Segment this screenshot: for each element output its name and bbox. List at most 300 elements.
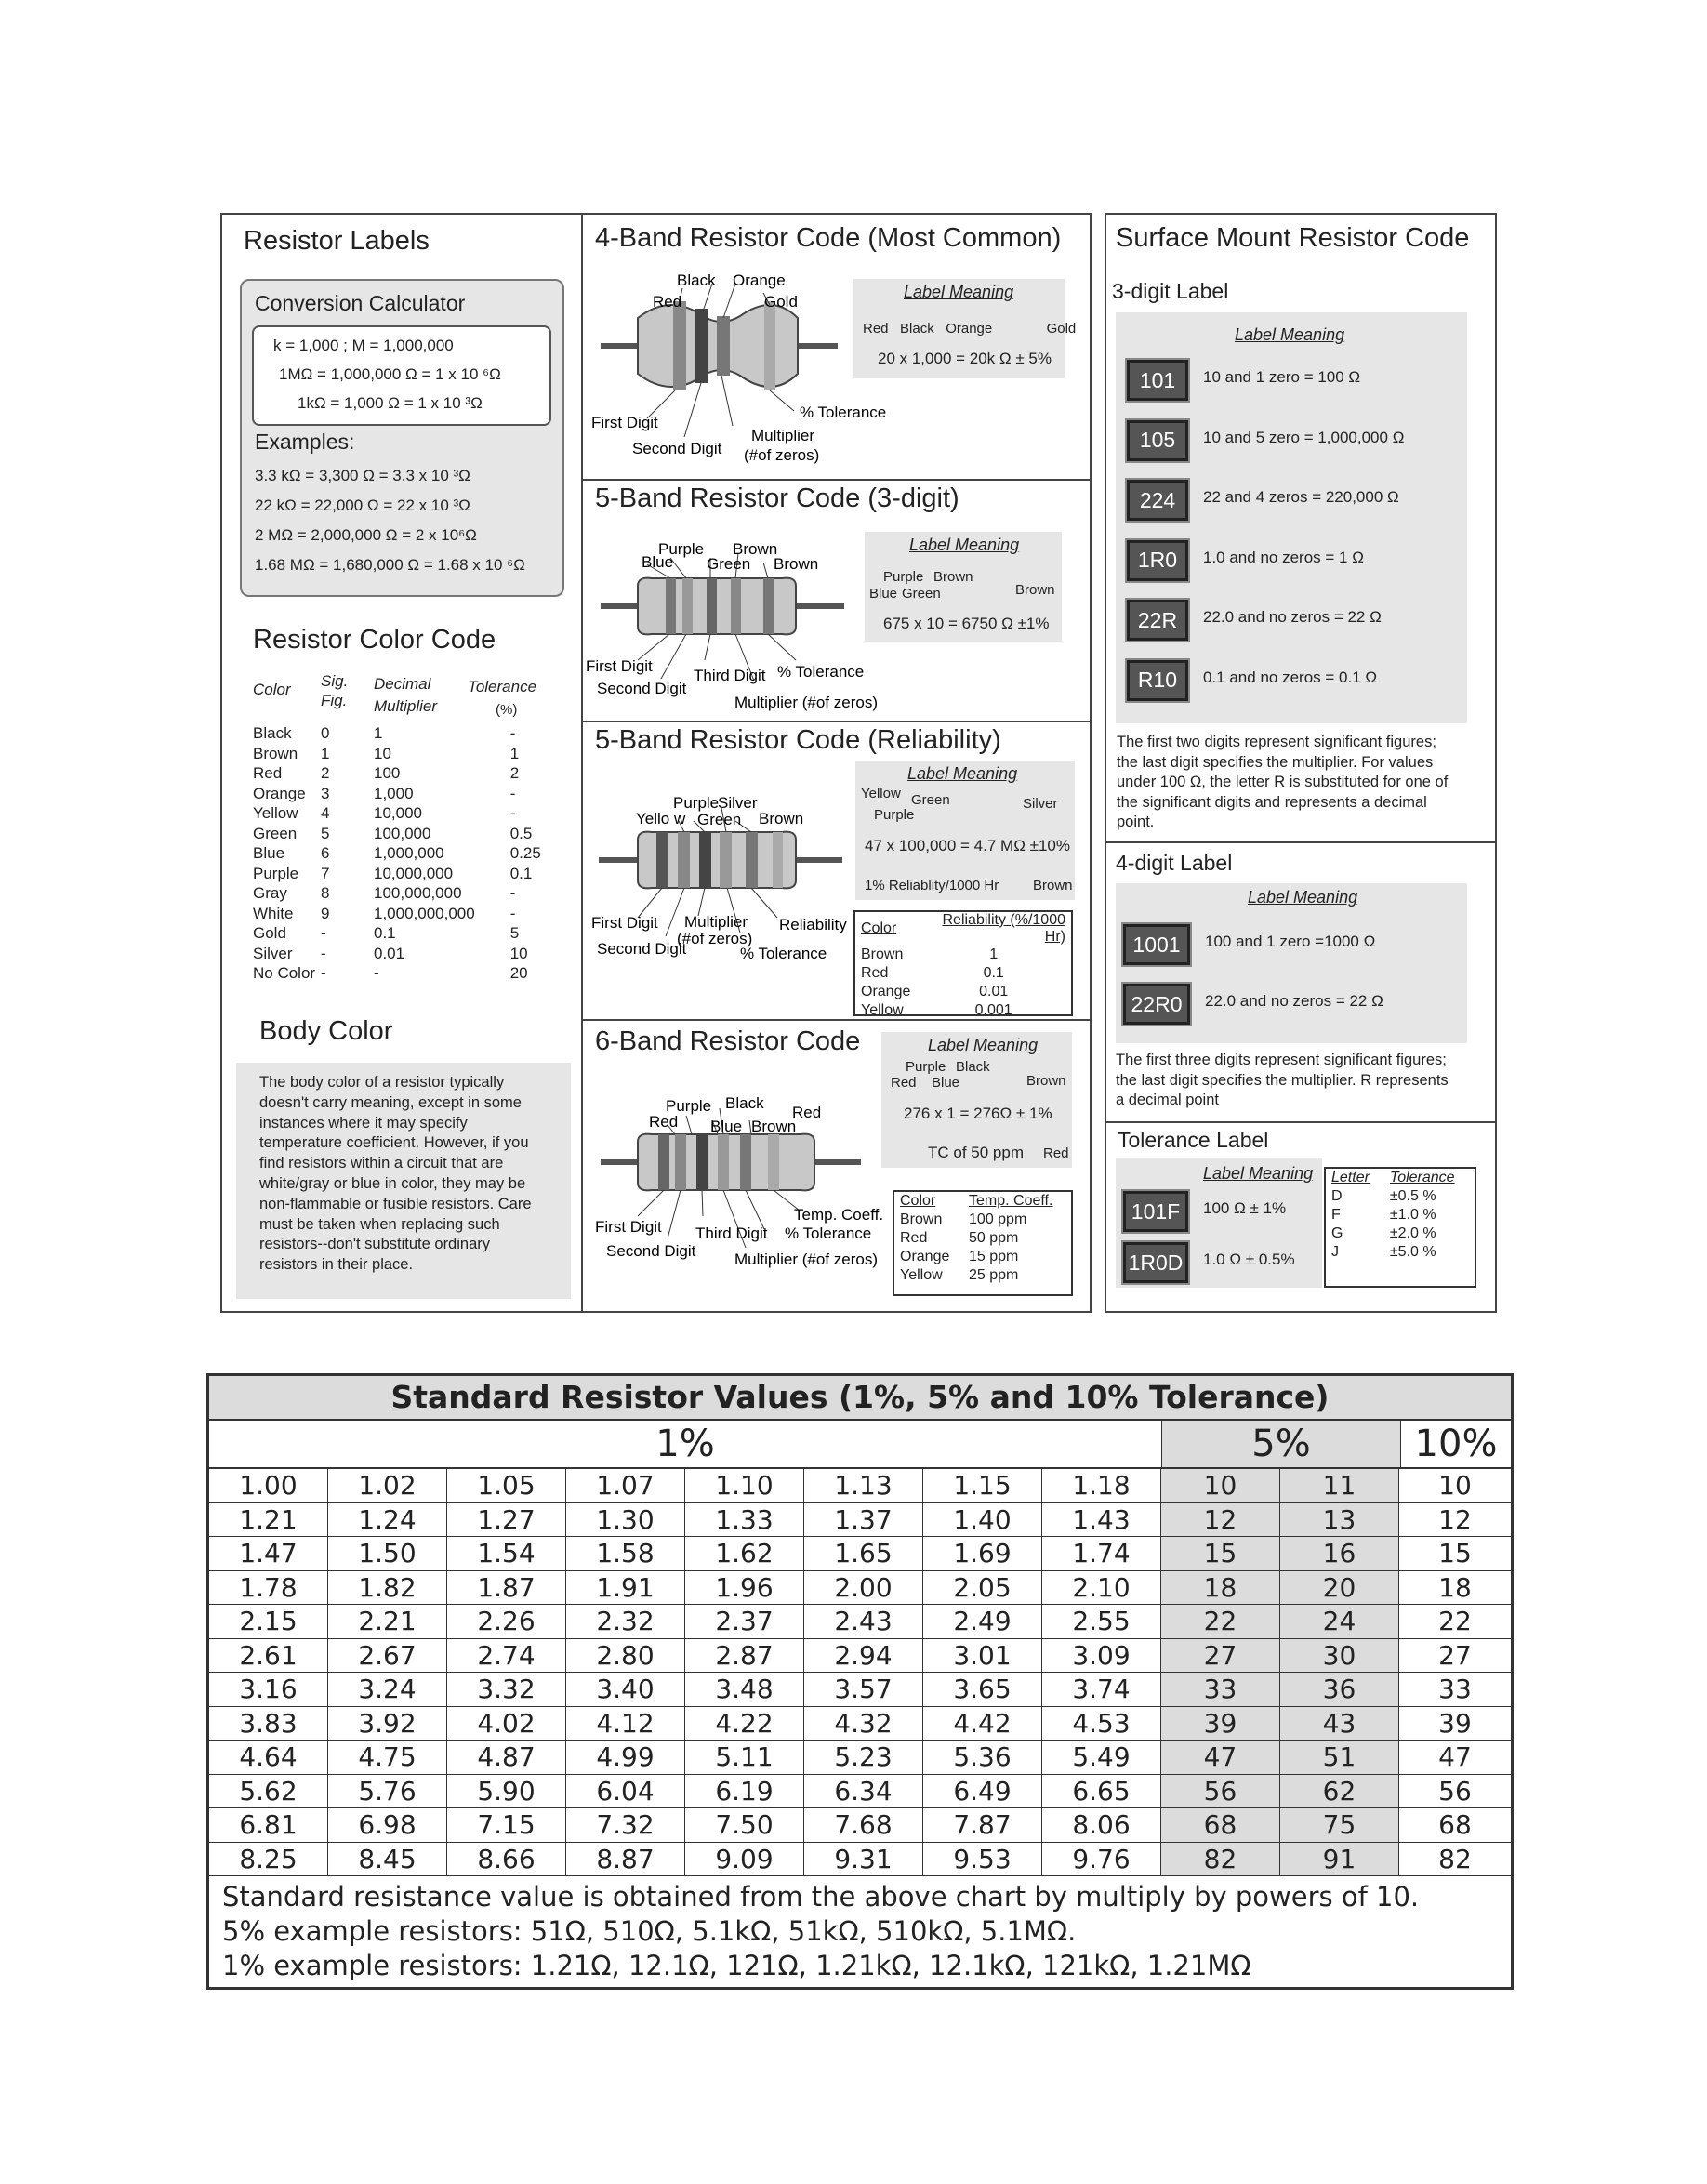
table-cell: Red [861, 965, 889, 981]
band6-first-label: First Digit [595, 1218, 662, 1236]
tol-header-tol: Tolerance [1389, 1170, 1455, 1185]
table-cell: 25 ppm [969, 1267, 1019, 1283]
band5r-title: 5-Band Resistor Code (Reliability) [595, 725, 1001, 755]
band5-first-label: First Digit [586, 657, 653, 675]
band6-blue-label: Blue [710, 1118, 743, 1135]
band5r-silver-label: Silver [718, 794, 758, 812]
standard-value-cell: 1.30 [566, 1503, 685, 1538]
standard-value-cell: 2.87 [685, 1639, 804, 1674]
smd-meaning: 22 and 4 zeros = 220,000 Ω [1203, 488, 1399, 506]
standard-value-cell: 2.94 [804, 1639, 923, 1674]
calc-line: 1kΩ = 1,000 Ω = 1 x 10 ³Ω [298, 394, 483, 412]
table-cell: ±0.5 % [1389, 1188, 1436, 1204]
table-cell: Red [900, 1230, 928, 1246]
smd-meaning: 1.0 Ω ± 0.5% [1203, 1251, 1295, 1268]
band5-blue-label: Blue [642, 553, 674, 571]
band6-tolerance-label: % Tolerance [785, 1224, 872, 1242]
standard-values-table [206, 1373, 1514, 1990]
smd-three-title: 3-digit Label [1112, 279, 1229, 303]
standard-value-cell: 1.40 [923, 1503, 1042, 1538]
band5-brown2-label: Brown [774, 555, 819, 573]
cc-header-tol: Tolerance [468, 678, 537, 695]
band5-third-label: Third Digit [694, 667, 766, 684]
head-1pct: 1% [209, 1421, 1162, 1467]
standard-value-cell: 43 [1280, 1707, 1399, 1741]
smd-chip-22r0: 22R0 [1123, 984, 1190, 1025]
standard-value-cell: 68 [1161, 1808, 1280, 1843]
color-code-title: Resistor Color Code [253, 625, 496, 655]
table-row [1326, 1206, 1475, 1224]
tol-header-letter: Letter [1331, 1170, 1370, 1185]
band5-meaning-brown: Brown [933, 569, 973, 585]
standard-value-cell: 7.87 [923, 1808, 1042, 1843]
standard-value-cell: 24 [1280, 1605, 1399, 1639]
band5-meaning-blue: Blue [869, 586, 898, 602]
standard-value-cell: 2.15 [209, 1605, 328, 1639]
color-code-cell: Red [253, 764, 283, 782]
color-code-cell: 20 [509, 964, 528, 982]
smd-tol-meaning-title: Label Meaning [1203, 1164, 1314, 1183]
color-code-row [253, 785, 548, 805]
color-code-row [253, 945, 548, 965]
smd-chip-22r: 22R [1127, 600, 1188, 641]
standard-value-cell: 1.05 [447, 1469, 566, 1503]
examples-title: Examples: [255, 430, 355, 454]
band6-meaning-purple: Purple [906, 1059, 946, 1075]
standard-value-cell: 3.65 [923, 1673, 1042, 1707]
color-code-cell: - [374, 964, 379, 982]
band5r-reliability-label: Reliability [779, 916, 847, 933]
standard-value-cell: 2.74 [447, 1639, 566, 1674]
standard-value-cell: 1.33 [685, 1503, 804, 1538]
color-code-row [253, 764, 548, 785]
band5-title: 5-Band Resistor Code (3-digit) [595, 483, 959, 513]
smd-tol-title: Tolerance Label [1118, 1128, 1269, 1152]
band5r-second-label: Second Digit [597, 940, 687, 958]
standard-value-cell: 5.11 [685, 1741, 804, 1775]
standard-value-cell: 1.78 [209, 1571, 328, 1606]
standard-value-cell: 18 [1161, 1571, 1280, 1606]
band4-meaning-bands: Red Black Orange Gold [863, 321, 1077, 337]
standard-value-cell: 5.23 [804, 1741, 923, 1775]
table-cell: Orange [861, 984, 911, 999]
standard-value-cell: 6.19 [685, 1775, 804, 1809]
color-code-cell: Orange [253, 784, 306, 802]
color-code-row [253, 745, 548, 765]
standard-value-cell: 9.76 [1042, 1843, 1161, 1877]
standard-value-cell: 2.10 [1042, 1571, 1161, 1606]
body-color-text: The body color of a resistor typically doesn't carry meaning, except in some instances where it may specify temperature coefficient. However, if you find resistors within a circuit that are white/gray or blue in color, they may be non-flammable or fusible resistors. Care must be taken when replacing such resistors--don't substitute ordinary resistors in their place. [259, 1074, 532, 1274]
band5r-meaning-formula: 47 x 100,000 = 4.7 MΩ ±10% [865, 837, 1070, 854]
standard-value-cell: 1.02 [328, 1469, 447, 1503]
table-row [855, 964, 1071, 983]
standard-value-cell: 4.87 [447, 1741, 566, 1775]
tempcoeff-table [893, 1190, 1073, 1296]
color-code-row [253, 844, 548, 865]
color-code-cell: - [321, 944, 326, 962]
standard-value-cell: 82 [1161, 1843, 1280, 1877]
band6-red-label: Red [649, 1113, 679, 1131]
smd-meaning: 1.0 and no zeros = 1 Ω [1203, 548, 1364, 566]
band6-meaning-red2: Red [1043, 1145, 1069, 1161]
table-row [855, 946, 1071, 964]
band5r-meaning-reliability: 1% Reliablity/1000 Hr [865, 878, 999, 893]
smd-four-title: 4-digit Label [1116, 851, 1233, 875]
standard-value-cell: 8.25 [209, 1843, 328, 1877]
band5-meaning-green: Green [902, 586, 941, 602]
band5r-meaning-yellow: Yellow [861, 786, 901, 801]
standard-value-cell: 15 [1161, 1537, 1280, 1571]
standard-value-cell: 1.10 [685, 1469, 804, 1503]
cc-header-mult: Decimal Multiplier [374, 675, 438, 715]
standard-value-cell: 7.15 [447, 1808, 566, 1843]
smd-three-meaning-title: Label Meaning [1235, 325, 1345, 344]
color-code-cell: 3 [321, 784, 330, 802]
band6-meaning-black: Black [956, 1059, 990, 1075]
band5-tolerance-label: % Tolerance [777, 663, 865, 681]
table-cell: ±1.0 % [1389, 1207, 1436, 1223]
standard-value-cell: 30 [1280, 1639, 1399, 1674]
standard-value-cell: 11 [1280, 1469, 1399, 1503]
standard-value-cell: 1.65 [804, 1537, 923, 1571]
color-code-row [253, 724, 548, 745]
color-code-cell: 1,000 [374, 784, 414, 802]
band6-meaning-blue: Blue [932, 1075, 960, 1091]
standard-value-cell: 22 [1161, 1605, 1280, 1639]
band5r-first-label: First Digit [591, 914, 658, 932]
standard-value-cell: 33 [1161, 1673, 1280, 1707]
table-cell: 0.01 [979, 984, 1009, 999]
standard-value-cell: 2.43 [804, 1605, 923, 1639]
band4-meaning-title: Label Meaning [904, 283, 1014, 301]
standard-value-cell: 8.66 [447, 1843, 566, 1877]
band5-meaning-purple: Purple [883, 569, 924, 585]
table-row [1326, 1187, 1475, 1206]
standard-value-cell: 36 [1280, 1673, 1399, 1707]
band5r-meaning-green: Green [911, 792, 950, 808]
example-line: 3.3 kΩ = 3,300 Ω = 3.3 x 10 ³Ω [255, 467, 470, 484]
standard-value-cell: 2.05 [923, 1571, 1042, 1606]
color-code-cell: 8 [321, 884, 330, 902]
band4-zeros-label: (#of zeros) [744, 446, 820, 464]
smd-chip-r10: R10 [1127, 660, 1188, 701]
band4-red-label: Red [653, 293, 682, 311]
standard-value-cell: 75 [1280, 1808, 1399, 1843]
color-code-cell: 0.25 [509, 844, 541, 862]
standard-value-cell: 4.12 [566, 1707, 685, 1741]
standard-value-cell: 1.13 [804, 1469, 923, 1503]
standard-value-cell: 4.02 [447, 1707, 566, 1741]
standard-value-cell: 10 [1161, 1469, 1280, 1503]
standard-value-cell: 7.68 [804, 1808, 923, 1843]
color-code-cell: 10,000,000 [374, 864, 454, 882]
table-cell: 0.1 [983, 965, 1004, 981]
color-code-cell: 10,000 [374, 804, 422, 822]
color-code-cell: 1,000,000 [374, 844, 444, 862]
band5-diagram [582, 530, 878, 716]
color-code-cell: - [509, 784, 516, 802]
standard-value-cell: 1.07 [566, 1469, 685, 1503]
standard-value-cell: 1.62 [685, 1537, 804, 1571]
table-cell: D [1331, 1188, 1343, 1204]
example-line: 2 MΩ = 2,000,000 Ω = 2 x 10⁶Ω [255, 526, 477, 544]
standard-value-cell: 1.96 [685, 1571, 804, 1606]
band5-meaning-formula: 675 x 10 = 6750 Ω ±1% [883, 615, 1050, 632]
color-code-row [253, 865, 548, 885]
table-row [894, 1211, 1071, 1229]
color-code-table [253, 724, 548, 985]
smd-meaning: 0.1 and no zeros = 0.1 Ω [1203, 668, 1378, 686]
color-code-cell: 5 [509, 924, 520, 942]
standard-value-cell: 5.49 [1042, 1741, 1161, 1775]
standard-value-cell: 82 [1399, 1843, 1511, 1877]
tc-header-temp: Temp. Coeff. [969, 1193, 1053, 1209]
standard-value-cell: 7.32 [566, 1808, 685, 1843]
band5-meaning-brown2: Brown [1015, 582, 1055, 598]
standard-value-cell: 8.06 [1042, 1808, 1161, 1843]
color-code-cell: 5 [321, 824, 330, 842]
band5r-multiplier-label: Multiplier [684, 913, 748, 931]
calc-line: 1MΩ = 1,000,000 Ω = 1 x 10 ⁶Ω [279, 365, 501, 383]
standard-value-cell: 4.32 [804, 1707, 923, 1741]
head-5pct: 5% [1162, 1421, 1401, 1467]
band6-meaning-red: Red [891, 1075, 917, 1091]
standard-value-cell: 9.09 [685, 1843, 804, 1877]
standard-value-cell: 3.57 [804, 1673, 923, 1707]
color-code-cell: Purple [253, 864, 299, 882]
band5r-diagram [582, 786, 852, 972]
standard-value-cell: 1.37 [804, 1503, 923, 1538]
band5-second-label: Second Digit [597, 680, 687, 697]
band5r-brown-label: Brown [759, 810, 804, 827]
standard-value-cell: 5.62 [209, 1775, 328, 1809]
standard-value-cell: 3.92 [328, 1707, 447, 1741]
standard-value-cell: 47 [1399, 1741, 1511, 1775]
table-cell: 1 [989, 946, 999, 962]
standard-value-cell: 13 [1280, 1503, 1399, 1538]
standard-value-cell: 6.65 [1042, 1775, 1161, 1809]
standard-value-cell: 4.22 [685, 1707, 804, 1741]
standard-value-cell: 1.87 [447, 1571, 566, 1606]
color-code-cell: - [509, 724, 516, 742]
table-cell: 0.001 [974, 1002, 1012, 1018]
rel-header-rel: Reliability (%/1000 Hr) [942, 912, 1065, 945]
band5-brown-label: Brown [733, 540, 778, 558]
band6-brown-label: Brown [751, 1118, 797, 1135]
band4-tolerance-label: % Tolerance [800, 404, 887, 421]
color-code-cell: 10 [374, 744, 391, 762]
standard-value-cell: 3.40 [566, 1673, 685, 1707]
standard-value-cell: 15 [1399, 1537, 1511, 1571]
body-color-title: Body Color [259, 1016, 393, 1046]
standard-value-cell: 27 [1161, 1639, 1280, 1674]
standard-value-cell: 1.58 [566, 1537, 685, 1571]
standard-value-cell: 1.43 [1042, 1503, 1161, 1538]
standard-value-cell: 8.45 [328, 1843, 447, 1877]
color-code-cell: 6 [321, 844, 330, 862]
standard-footer-line: Standard resistance value is obtained from the above chart by multiply by powers of 10. [222, 1881, 1420, 1913]
band6-temp-label: Temp. Coeff. [794, 1206, 884, 1224]
color-code-cell: 0.01 [374, 944, 405, 962]
standard-value-cell: 2.55 [1042, 1605, 1161, 1639]
standard-value-cell: 1.54 [447, 1537, 566, 1571]
band5-meaning-title: Label Meaning [909, 536, 1020, 554]
standard-value-cell: 56 [1161, 1775, 1280, 1809]
band5-multiplier-label: Multiplier (#of zeros) [734, 694, 878, 711]
cc-header-pct: (%) [496, 702, 518, 718]
standard-value-cell: 3.24 [328, 1673, 447, 1707]
smd-three-note: The first two digits represent significant figures; the last digit specifies the multiplier. For values under 100 Ω, the letter R is substituted for one of the significant digits and represents a decimal point. [1117, 734, 1449, 830]
smd-chip-105: 105 [1127, 420, 1188, 461]
smd-meaning: 22.0 and no zeros = 22 Ω [1205, 992, 1383, 1010]
cc-header-sig: Sig. Fig. [321, 672, 349, 709]
standard-value-cell: 2.49 [923, 1605, 1042, 1639]
band6-meaning-brown: Brown [1026, 1073, 1066, 1089]
smd-four-meaning-title: Label Meaning [1248, 888, 1358, 907]
band5r-meaning-purple: Purple [874, 807, 915, 823]
standard-value-cell: 1.27 [447, 1503, 566, 1538]
standard-value-cell: 8.87 [566, 1843, 685, 1877]
color-code-cell: 1 [374, 724, 383, 742]
smd-meaning: 10 and 1 zero = 100 Ω [1203, 368, 1361, 386]
standard-value-cell: 2.67 [328, 1639, 447, 1674]
color-code-row [253, 825, 548, 845]
table-row [855, 1001, 1071, 1020]
standard-value-cell: 5.90 [447, 1775, 566, 1809]
table-cell: Yellow [900, 1267, 943, 1283]
standard-value-cell: 16 [1280, 1537, 1399, 1571]
tc-header-color: Color [900, 1193, 936, 1209]
table-cell: J [1331, 1244, 1339, 1260]
band5r-purple-label: Purple [673, 794, 720, 812]
smd-chip-1r0: 1R0 [1127, 540, 1188, 581]
table-cell: 50 ppm [969, 1230, 1019, 1246]
standard-value-cell: 1.82 [328, 1571, 447, 1606]
standard-value-cell: 1.74 [1042, 1537, 1161, 1571]
color-code-cell: 4 [321, 804, 330, 822]
color-code-cell: 1 [321, 744, 330, 762]
table-row [1326, 1224, 1475, 1243]
color-code-cell: 100,000,000 [374, 884, 462, 902]
color-code-cell: 1 [509, 744, 520, 762]
color-code-cell: 1,000,000,000 [374, 904, 475, 922]
smd-meaning: 10 and 5 zero = 1,000,000 Ω [1203, 428, 1405, 446]
standard-value-cell: 5.36 [923, 1741, 1042, 1775]
band6-third-label: Third Digit [695, 1224, 768, 1242]
standard-value-cell: 3.48 [685, 1673, 804, 1707]
smd-meaning: 100 and 1 zero =1000 Ω [1205, 933, 1376, 950]
color-code-cell: 0 [321, 724, 330, 742]
standard-value-cell: 1.00 [209, 1469, 328, 1503]
color-code-cell: - [509, 804, 516, 822]
color-code-cell: Brown [253, 744, 298, 762]
rel-header-color: Color [861, 920, 897, 936]
standard-value-cell: 2.00 [804, 1571, 923, 1606]
color-code-cell: - [321, 964, 326, 982]
color-code-cell: 100,000 [374, 824, 431, 842]
band5r-green-label: Green [697, 811, 742, 828]
band5r-meaning-brown: Brown [1033, 878, 1073, 893]
color-code-cell: 2 [509, 764, 520, 782]
color-code-cell: Blue [253, 844, 285, 862]
smd-chip-1001: 1001 [1123, 924, 1190, 965]
standard-value-cell: 2.32 [566, 1605, 685, 1639]
standard-value-cell: 22 [1399, 1605, 1511, 1639]
color-code-row [253, 905, 548, 925]
head-10pct: 10% [1414, 1423, 1498, 1465]
standard-value-cell: 4.99 [566, 1741, 685, 1775]
table-row [894, 1248, 1071, 1266]
band4-first-label: First Digit [591, 414, 658, 431]
smd-chip-101: 101 [1127, 360, 1188, 401]
standard-value-cell: 27 [1399, 1639, 1511, 1674]
standard-value-cell: 1.69 [923, 1537, 1042, 1571]
color-code-cell: Gold [253, 924, 286, 942]
standard-value-cell: 2.37 [685, 1605, 804, 1639]
standard-value-cell: 2.21 [328, 1605, 447, 1639]
band6-black-label: Black [725, 1094, 764, 1112]
standard-value-cell: 4.75 [328, 1741, 447, 1775]
color-code-cell: 10 [509, 944, 528, 962]
standard-value-cell: 1.24 [328, 1503, 447, 1538]
standard-value-cell: 3.83 [209, 1707, 328, 1741]
band4-multiplier-label: Multiplier [751, 427, 815, 444]
smd-chip-1r0d: 1R0D [1123, 1242, 1188, 1283]
table-cell: 100 ppm [969, 1211, 1027, 1227]
standard-value-cell: 1.47 [209, 1537, 328, 1571]
color-code-cell: Yellow [253, 804, 298, 822]
color-code-cell: 2 [321, 764, 330, 782]
color-code-row [253, 804, 548, 825]
standard-value-cell: 2.26 [447, 1605, 566, 1639]
table-cell: Yellow [861, 1002, 904, 1018]
cc-header-color: Color [253, 681, 291, 698]
color-code-cell: - [509, 884, 516, 902]
color-code-cell: 0.1 [374, 924, 396, 942]
standard-value-cell: 3.09 [1042, 1639, 1161, 1674]
standard-value-cell: 1.21 [209, 1503, 328, 1538]
standard-value-cell: 39 [1399, 1707, 1511, 1741]
standard-value-cell: 6.81 [209, 1808, 328, 1843]
standard-value-cell: 6.34 [804, 1775, 923, 1809]
band5r-meaning-silver: Silver [1023, 796, 1058, 812]
standard-value-cell: 2.61 [209, 1639, 328, 1674]
tolerance-letter-table [1324, 1167, 1476, 1288]
table-cell: Brown [861, 946, 904, 962]
standard-value-cell: 6.04 [566, 1775, 685, 1809]
band5r-meaning-title: Label Meaning [907, 764, 1018, 783]
band6-meaning-title: Label Meaning [928, 1036, 1039, 1054]
band5r-tolerance-label: % Tolerance [740, 945, 827, 962]
resistor-labels-title: Resistor Labels [244, 226, 430, 256]
standard-value-cell: 20 [1280, 1571, 1399, 1606]
example-line: 22 kΩ = 22,000 Ω = 22 x 10 ³Ω [255, 496, 470, 514]
table-cell: ±2.0 % [1389, 1225, 1436, 1241]
band4-black-label: Black [677, 271, 716, 289]
standard-value-cell: 7.50 [685, 1808, 804, 1843]
standard-footer-line: 1% example resistors: 1.21Ω, 12.1Ω, 121Ω, 1.21kΩ, 12.1kΩ, 121kΩ, 1.21MΩ [222, 1950, 1251, 1981]
standard-value-cell: 6.49 [923, 1775, 1042, 1809]
table-row [855, 983, 1071, 1001]
table-cell: Orange [900, 1249, 950, 1264]
example-line: 1.68 MΩ = 1,680,000 Ω = 1.68 x 10 ⁶Ω [255, 556, 525, 574]
color-code-cell: 0.5 [509, 824, 533, 842]
standard-value-cell: 9.53 [923, 1843, 1042, 1877]
band5r-zeros-label: (#of zeros) [677, 930, 753, 947]
smd-chip-101f: 101F [1123, 1191, 1188, 1232]
standard-value-cell: 56 [1399, 1775, 1511, 1809]
standard-value-cell: 3.74 [1042, 1673, 1161, 1707]
